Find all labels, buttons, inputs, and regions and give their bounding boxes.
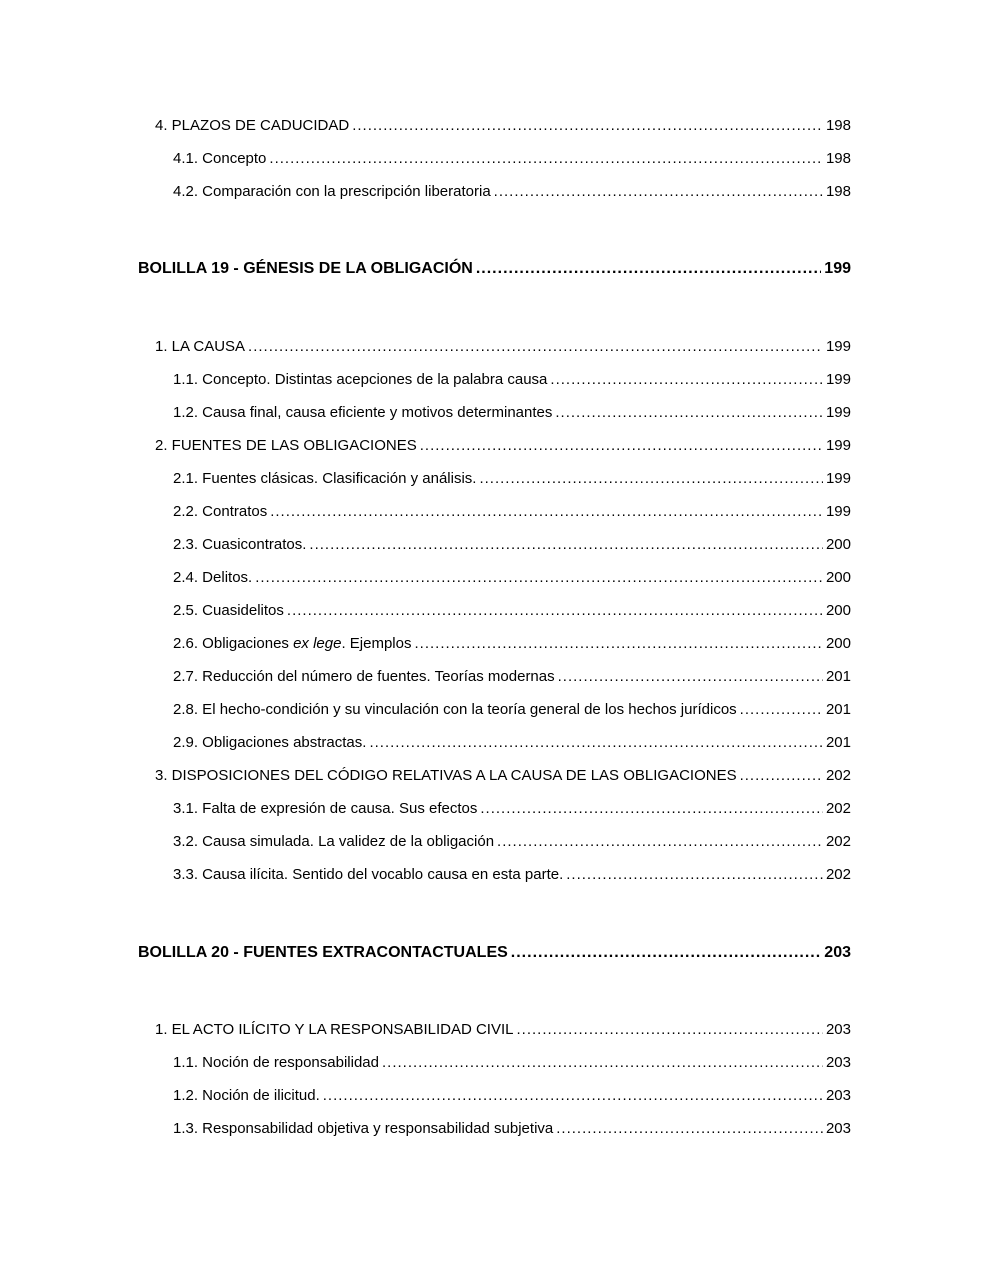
toc-entry[interactable] — [173, 799, 851, 819]
toc-entry-label: 1. LA CAUSA — [155, 338, 246, 355]
toc-entry-page: 198 — [825, 150, 851, 167]
toc-entry[interactable] — [173, 865, 851, 885]
toc-entry-label: 1.2. Noción de ilicitud. — [173, 1087, 320, 1104]
dot-leader — [566, 865, 823, 885]
dot-leader — [550, 370, 823, 390]
toc-entry-page: 200 — [825, 602, 851, 619]
toc-entry[interactable] — [173, 634, 851, 654]
toc-entry-page: 199 — [825, 437, 851, 454]
toc-entry-label: 2.4. Delitos. — [173, 569, 253, 586]
toc-entry-page: 199 — [825, 470, 851, 487]
toc-entry[interactable] — [155, 116, 851, 136]
dot-leader — [248, 337, 823, 357]
toc-entry-page: 201 — [825, 734, 851, 751]
toc-entry-page: 201 — [825, 701, 851, 718]
toc-entry-label: 3. DISPOSICIONES DEL CÓDIGO RELATIVAS A LA CAUSA DE LAS OBLIGACIONES — [155, 767, 737, 784]
dot-leader — [255, 568, 823, 588]
toc-entry[interactable] — [155, 766, 851, 786]
dot-leader — [516, 1020, 822, 1040]
dot-leader — [476, 259, 821, 279]
dot-leader — [558, 667, 823, 687]
toc-entry-page: 203 — [825, 1021, 851, 1038]
toc-entry-label: 2.3. Cuasicontratos. — [173, 536, 307, 553]
toc-heading-bolilla-19[interactable] — [138, 259, 851, 279]
toc-entry[interactable] — [173, 469, 851, 489]
toc-entry[interactable] — [173, 149, 851, 169]
dot-leader — [352, 116, 823, 136]
toc-entry-page: 199 — [825, 338, 851, 355]
dot-leader — [382, 1053, 823, 1073]
toc-entry-label: 1. EL ACTO ILÍCITO Y LA RESPONSABILIDAD CIVIL — [155, 1021, 514, 1038]
dot-leader — [369, 733, 823, 753]
toc-entry-label-post: . Ejemplos — [341, 635, 412, 652]
toc-entry[interactable] — [173, 502, 851, 522]
toc-entry[interactable] — [155, 1020, 851, 1040]
toc-entry[interactable] — [173, 1119, 851, 1139]
toc-entry-label: 2.2. Contratos — [173, 503, 268, 520]
toc-heading-bolilla-20[interactable] — [138, 943, 851, 963]
dot-leader — [323, 1086, 823, 1106]
toc-entry-page: 199 — [825, 503, 851, 520]
toc-entry[interactable] — [173, 370, 851, 390]
toc-entry-label-pre: 2.6. Obligaciones — [173, 635, 294, 652]
toc-entry-label: 2.5. Cuasidelitos — [173, 602, 284, 619]
toc-entry[interactable] — [173, 403, 851, 423]
toc-entry-page: 201 — [825, 668, 851, 685]
toc-entry-label: 3.3. Causa ilícita. Sentido del vocablo causa en esta parte. — [173, 866, 564, 883]
toc-entry[interactable] — [173, 667, 851, 687]
toc-entry[interactable] — [173, 1053, 851, 1073]
toc-entry-label-italic: ex lege — [293, 635, 342, 652]
toc-entry-page: 203 — [825, 1120, 851, 1137]
dot-leader — [414, 634, 822, 654]
toc-entry[interactable] — [173, 832, 851, 852]
toc-entry-page: 202 — [825, 800, 851, 817]
dot-leader — [497, 832, 823, 852]
toc-entry-page: 203 — [825, 1054, 851, 1071]
toc-entry-page: 200 — [825, 536, 851, 553]
toc-entry-label: 1.3. Responsabilidad objetiva y responsabilidad subjetiva — [173, 1120, 554, 1137]
toc-entry-page: 200 — [825, 635, 851, 652]
dot-leader — [309, 535, 823, 555]
toc-entry-label: 2.7. Reducción del número de fuentes. Teorías modernas — [173, 668, 555, 685]
toc-entry-label: 2.1. Fuentes clásicas. Clasificación y análisis. — [173, 470, 477, 487]
dot-leader — [270, 502, 823, 522]
toc-entry-label: 1.2. Causa final, causa eficiente y motivos determinantes — [173, 404, 553, 421]
dot-leader — [420, 436, 823, 456]
dot-leader — [494, 182, 823, 202]
toc-entry-page: 202 — [825, 767, 851, 784]
toc-entry-page: 203 — [825, 1087, 851, 1104]
toc-entry-page: 202 — [825, 833, 851, 850]
toc-entry[interactable] — [173, 601, 851, 621]
toc-entry-label: 3.1. Falta de expresión de causa. Sus efectos — [173, 800, 478, 817]
toc-heading-page: 199 — [824, 260, 851, 277]
toc-entry-page: 198 — [825, 117, 851, 134]
toc-entry-page: 202 — [825, 866, 851, 883]
toc-entry-page: 198 — [825, 183, 851, 200]
toc-entry[interactable] — [173, 700, 851, 720]
toc-heading-label: BOLILLA 19 - GÉNESIS DE LA OBLIGACIÓN — [138, 260, 473, 277]
dot-leader — [556, 1119, 823, 1139]
dot-leader — [480, 799, 823, 819]
toc-entry-label: 4. PLAZOS DE CADUCIDAD — [155, 117, 350, 134]
toc-entry-label: 3.2. Causa simulada. La validez de la obligación — [173, 833, 495, 850]
dot-leader — [740, 766, 823, 786]
toc-entry-label: 2.8. El hecho-condición y su vinculación con la teoría general de los hechos jurídicos — [173, 701, 737, 718]
toc-entry[interactable] — [155, 337, 851, 357]
toc-entry-label — [173, 634, 411, 654]
toc-entry[interactable] — [173, 1086, 851, 1106]
toc-entry-page: 199 — [825, 371, 851, 388]
dot-leader — [479, 469, 823, 489]
toc-heading-label: BOLILLA 20 - FUENTES EXTRACONTACTUALES — [138, 944, 508, 961]
toc-entry-label: 2.9. Obligaciones abstractas. — [173, 734, 367, 751]
dot-leader — [555, 403, 823, 423]
toc-entry[interactable] — [155, 436, 851, 456]
toc-entry[interactable] — [173, 535, 851, 555]
toc-entry-page: 200 — [825, 569, 851, 586]
toc-entry-label: 1.1. Concepto. Distintas acepciones de la palabra causa — [173, 371, 548, 388]
dot-leader — [740, 700, 823, 720]
toc-entry-label: 2. FUENTES DE LAS OBLIGACIONES — [155, 437, 417, 454]
toc-entry-page: 199 — [825, 404, 851, 421]
toc-entry[interactable] — [173, 568, 851, 588]
dot-leader — [269, 149, 823, 169]
toc-entry-label: 1.1. Noción de responsabilidad — [173, 1054, 379, 1071]
toc-heading-page: 203 — [824, 944, 851, 961]
toc-entry-label: 4.1. Concepto — [173, 150, 267, 167]
dot-leader — [287, 601, 823, 621]
dot-leader — [511, 943, 822, 963]
toc-entry[interactable] — [173, 182, 851, 202]
toc-entry[interactable] — [173, 733, 851, 753]
toc-entry-label: 4.2. Comparación con la prescripción liberatoria — [173, 183, 491, 200]
